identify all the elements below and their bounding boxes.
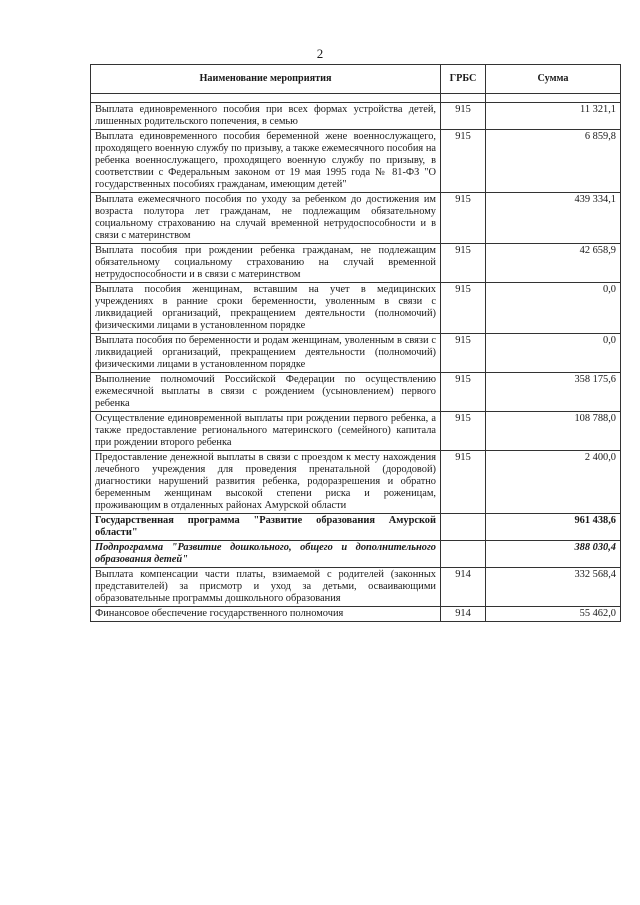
- row-grbs: 915: [441, 130, 486, 193]
- header-name: Наименование мероприятия: [91, 65, 441, 94]
- budget-table: [90, 64, 621, 622]
- table-row: [91, 334, 621, 373]
- subprogram-grbs: [441, 541, 486, 568]
- row-sum: 358 175,6: [486, 373, 621, 412]
- row-name: Выплата пособия по беременности и родам женщинам, уволенным в связи с ликвидацией организаций, прекращением деятельности (полномочий) физическими лицами в установленном порядке: [91, 334, 441, 373]
- row-sum: 2 400,0: [486, 451, 621, 514]
- subprogram-name: Подпрограмма "Развитие дошкольного, общего и дополнительного образования детей": [91, 541, 441, 568]
- row-name: Финансовое обеспечение государственного полномочия: [91, 607, 441, 622]
- subprogram-row: [91, 541, 621, 568]
- table-row: [91, 130, 621, 193]
- row-grbs: 915: [441, 412, 486, 451]
- row-grbs: 915: [441, 193, 486, 244]
- row-name: Выплата компенсации части платы, взимаемой с родителей (законных представителей) за присмотр и уход за детьми, осваивающими образовательные программы дошкольного образования: [91, 568, 441, 607]
- table-row: [91, 103, 621, 130]
- program-name: Государственная программа "Развитие образования Амурской области": [91, 514, 441, 541]
- row-grbs: 915: [441, 373, 486, 412]
- table-row: [91, 412, 621, 451]
- row-name: Выплата ежемесячного пособия по уходу за ребенком до достижения им возраста полутора лет гражданам, не подлежащим обязательному социальному страхованию на случай временной нетрудоспособности и в связи с материнством: [91, 193, 441, 244]
- row-sum: 439 334,1: [486, 193, 621, 244]
- row-name: Предоставление денежной выплаты в связи с проездом к месту нахождения лечебного учреждения для проведения пренатальной (дородовой) диагностики нарушений развития ребенка, родоразрешения и обратно беременным женщинам высокой степени риска и роженицам, проживающим в отдаленных районах Амурской области: [91, 451, 441, 514]
- row-name: Выплата единовременного пособия беременной жене военнослужащего, проходящего военную службу по призыву, а также ежемесячного пособия на ребенка военнослужащего, проходящего военную службу по призыву, в соответствии с Федеральным законом от 19 мая 1995 года № 81-ФЗ "О государственных пособиях гражданам, имеющим детей": [91, 130, 441, 193]
- program-sum: 961 438,6: [486, 514, 621, 541]
- row-grbs: 915: [441, 103, 486, 130]
- row-sum: 332 568,4: [486, 568, 621, 607]
- header-grbs: ГРБС: [441, 65, 486, 94]
- row-sum: 55 462,0: [486, 607, 621, 622]
- row-name: Выплата пособия при рождении ребенка гражданам, не подлежащим обязательному социальному страхованию на случай временной нетрудоспособности и в связи с материнством: [91, 244, 441, 283]
- row-grbs: 915: [441, 451, 486, 514]
- row-name: Выплата пособия женщинам, вставшим на учет в медицинских учреждениях в ранние сроки беременности, уволенным в связи с ликвидацией организаций, прекращением деятельности (полномочий) физическими лицами в установленном порядке: [91, 283, 441, 334]
- row-sum: 6 859,8: [486, 130, 621, 193]
- page-number: 2: [316, 46, 324, 61]
- row-name: Выполнение полномочий Российской Федерации по осуществлению ежемесячной выплаты в связи с рождением (усыновлением) первого ребенка: [91, 373, 441, 412]
- table-row: [91, 283, 621, 334]
- header-sum: Сумма: [486, 65, 621, 94]
- subprogram-sum: 388 030,4: [486, 541, 621, 568]
- row-sum: 0,0: [486, 334, 621, 373]
- row-sum: 108 788,0: [486, 412, 621, 451]
- row-name: Осуществление единовременной выплаты при рождении первого ребенка, а также предоставление регионального материнского (семейного) капитала при рождении второго ребенка: [91, 412, 441, 451]
- table-row: [91, 607, 621, 622]
- row-grbs: 915: [441, 334, 486, 373]
- row-grbs: 914: [441, 607, 486, 622]
- table-row: [91, 451, 621, 514]
- program-row: [91, 514, 621, 541]
- row-grbs: 915: [441, 244, 486, 283]
- row-name: Выплата единовременного пособия при всех формах устройства детей, лишенных родительского попечения, в семью: [91, 103, 441, 130]
- spacer-row: [91, 94, 621, 103]
- row-sum: 11 321,1: [486, 103, 621, 130]
- table-row: [91, 193, 621, 244]
- row-grbs: 915: [441, 283, 486, 334]
- program-grbs: [441, 514, 486, 541]
- table-row: [91, 244, 621, 283]
- table-row: [91, 373, 621, 412]
- row-sum: 0,0: [486, 283, 621, 334]
- table-row: [91, 568, 621, 607]
- row-sum: 42 658,9: [486, 244, 621, 283]
- row-grbs: 914: [441, 568, 486, 607]
- table-header-row: [91, 65, 621, 94]
